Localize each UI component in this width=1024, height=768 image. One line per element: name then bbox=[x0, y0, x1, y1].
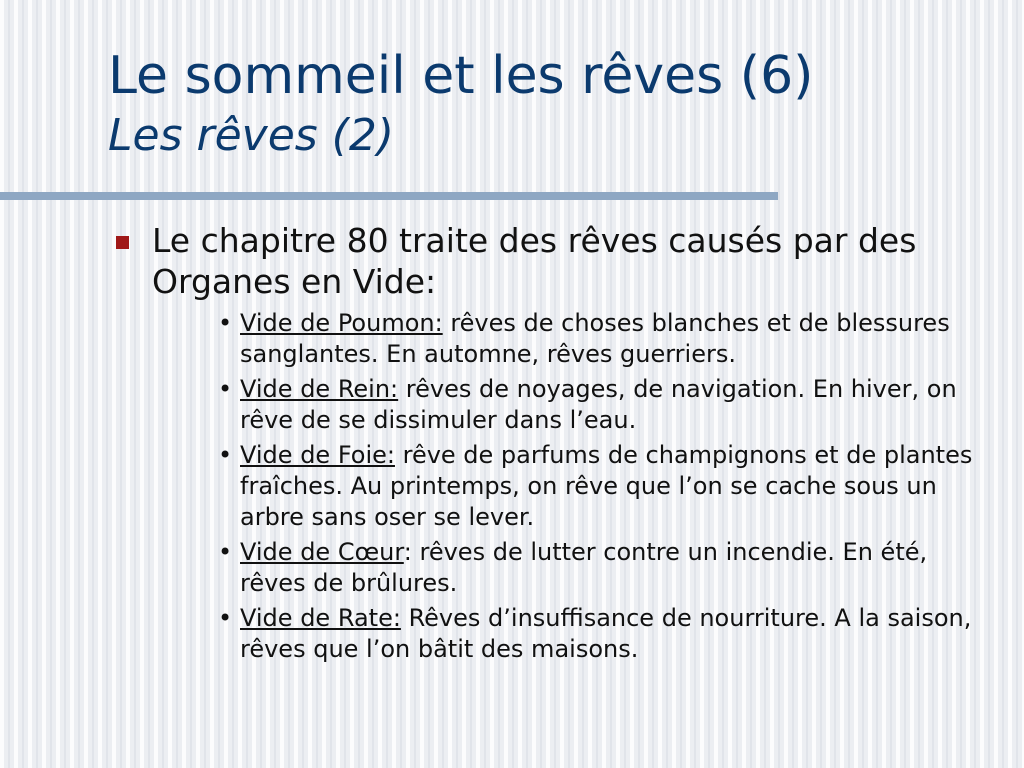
item-term: Vide de Poumon: bbox=[240, 309, 443, 337]
title-block bbox=[108, 44, 813, 164]
dot-bullet-icon: • bbox=[218, 441, 233, 469]
list-item bbox=[210, 603, 1000, 665]
item-term: Vide de Rate: bbox=[240, 604, 401, 632]
organ-list bbox=[210, 308, 1006, 665]
item-text: rêve de parfums de champignons et de plantes fraîches. Au printemps, on rêve que l’on se cache sous un arbre sans oser se lever. bbox=[240, 441, 973, 531]
title-divider bbox=[0, 192, 778, 200]
list-item bbox=[210, 374, 1000, 436]
item-term: Vide de Cœur bbox=[240, 538, 404, 566]
slide-title: Le sommeil et les rêves (6) bbox=[108, 46, 814, 106]
item-text: rêves de choses blanches et de blessures sanglantes. En automne, rêves guerriers. bbox=[240, 309, 950, 368]
content-area bbox=[116, 220, 1006, 669]
square-bullet-icon bbox=[116, 236, 129, 249]
slide-subtitle: Les rêves (2) bbox=[108, 110, 394, 161]
main-bullet-point bbox=[116, 220, 1006, 302]
item-text: Rêves d’insuffisance de nourriture. A la saison, rêves que l’on bâtit des maisons. bbox=[240, 604, 972, 663]
item-term: Vide de Rein: bbox=[240, 375, 399, 403]
list-item bbox=[210, 308, 1000, 370]
dot-bullet-icon: • bbox=[218, 604, 233, 632]
list-item bbox=[210, 440, 1000, 533]
item-text: rêves de noyages, de navigation. En hiver, on rêve de se dissimuler dans l’eau. bbox=[240, 375, 957, 434]
item-term: Vide de Foie: bbox=[240, 441, 395, 469]
list-item bbox=[210, 537, 1000, 599]
item-text: : rêves de lutter contre un incendie. En été, rêves de brûlures. bbox=[240, 538, 928, 597]
dot-bullet-icon: • bbox=[218, 375, 233, 403]
dot-bullet-icon: • bbox=[218, 309, 233, 337]
main-bullet-text: Le chapitre 80 traite des rêves causés par des Organes en Vide: bbox=[152, 221, 917, 301]
dot-bullet-icon: • bbox=[218, 538, 233, 566]
